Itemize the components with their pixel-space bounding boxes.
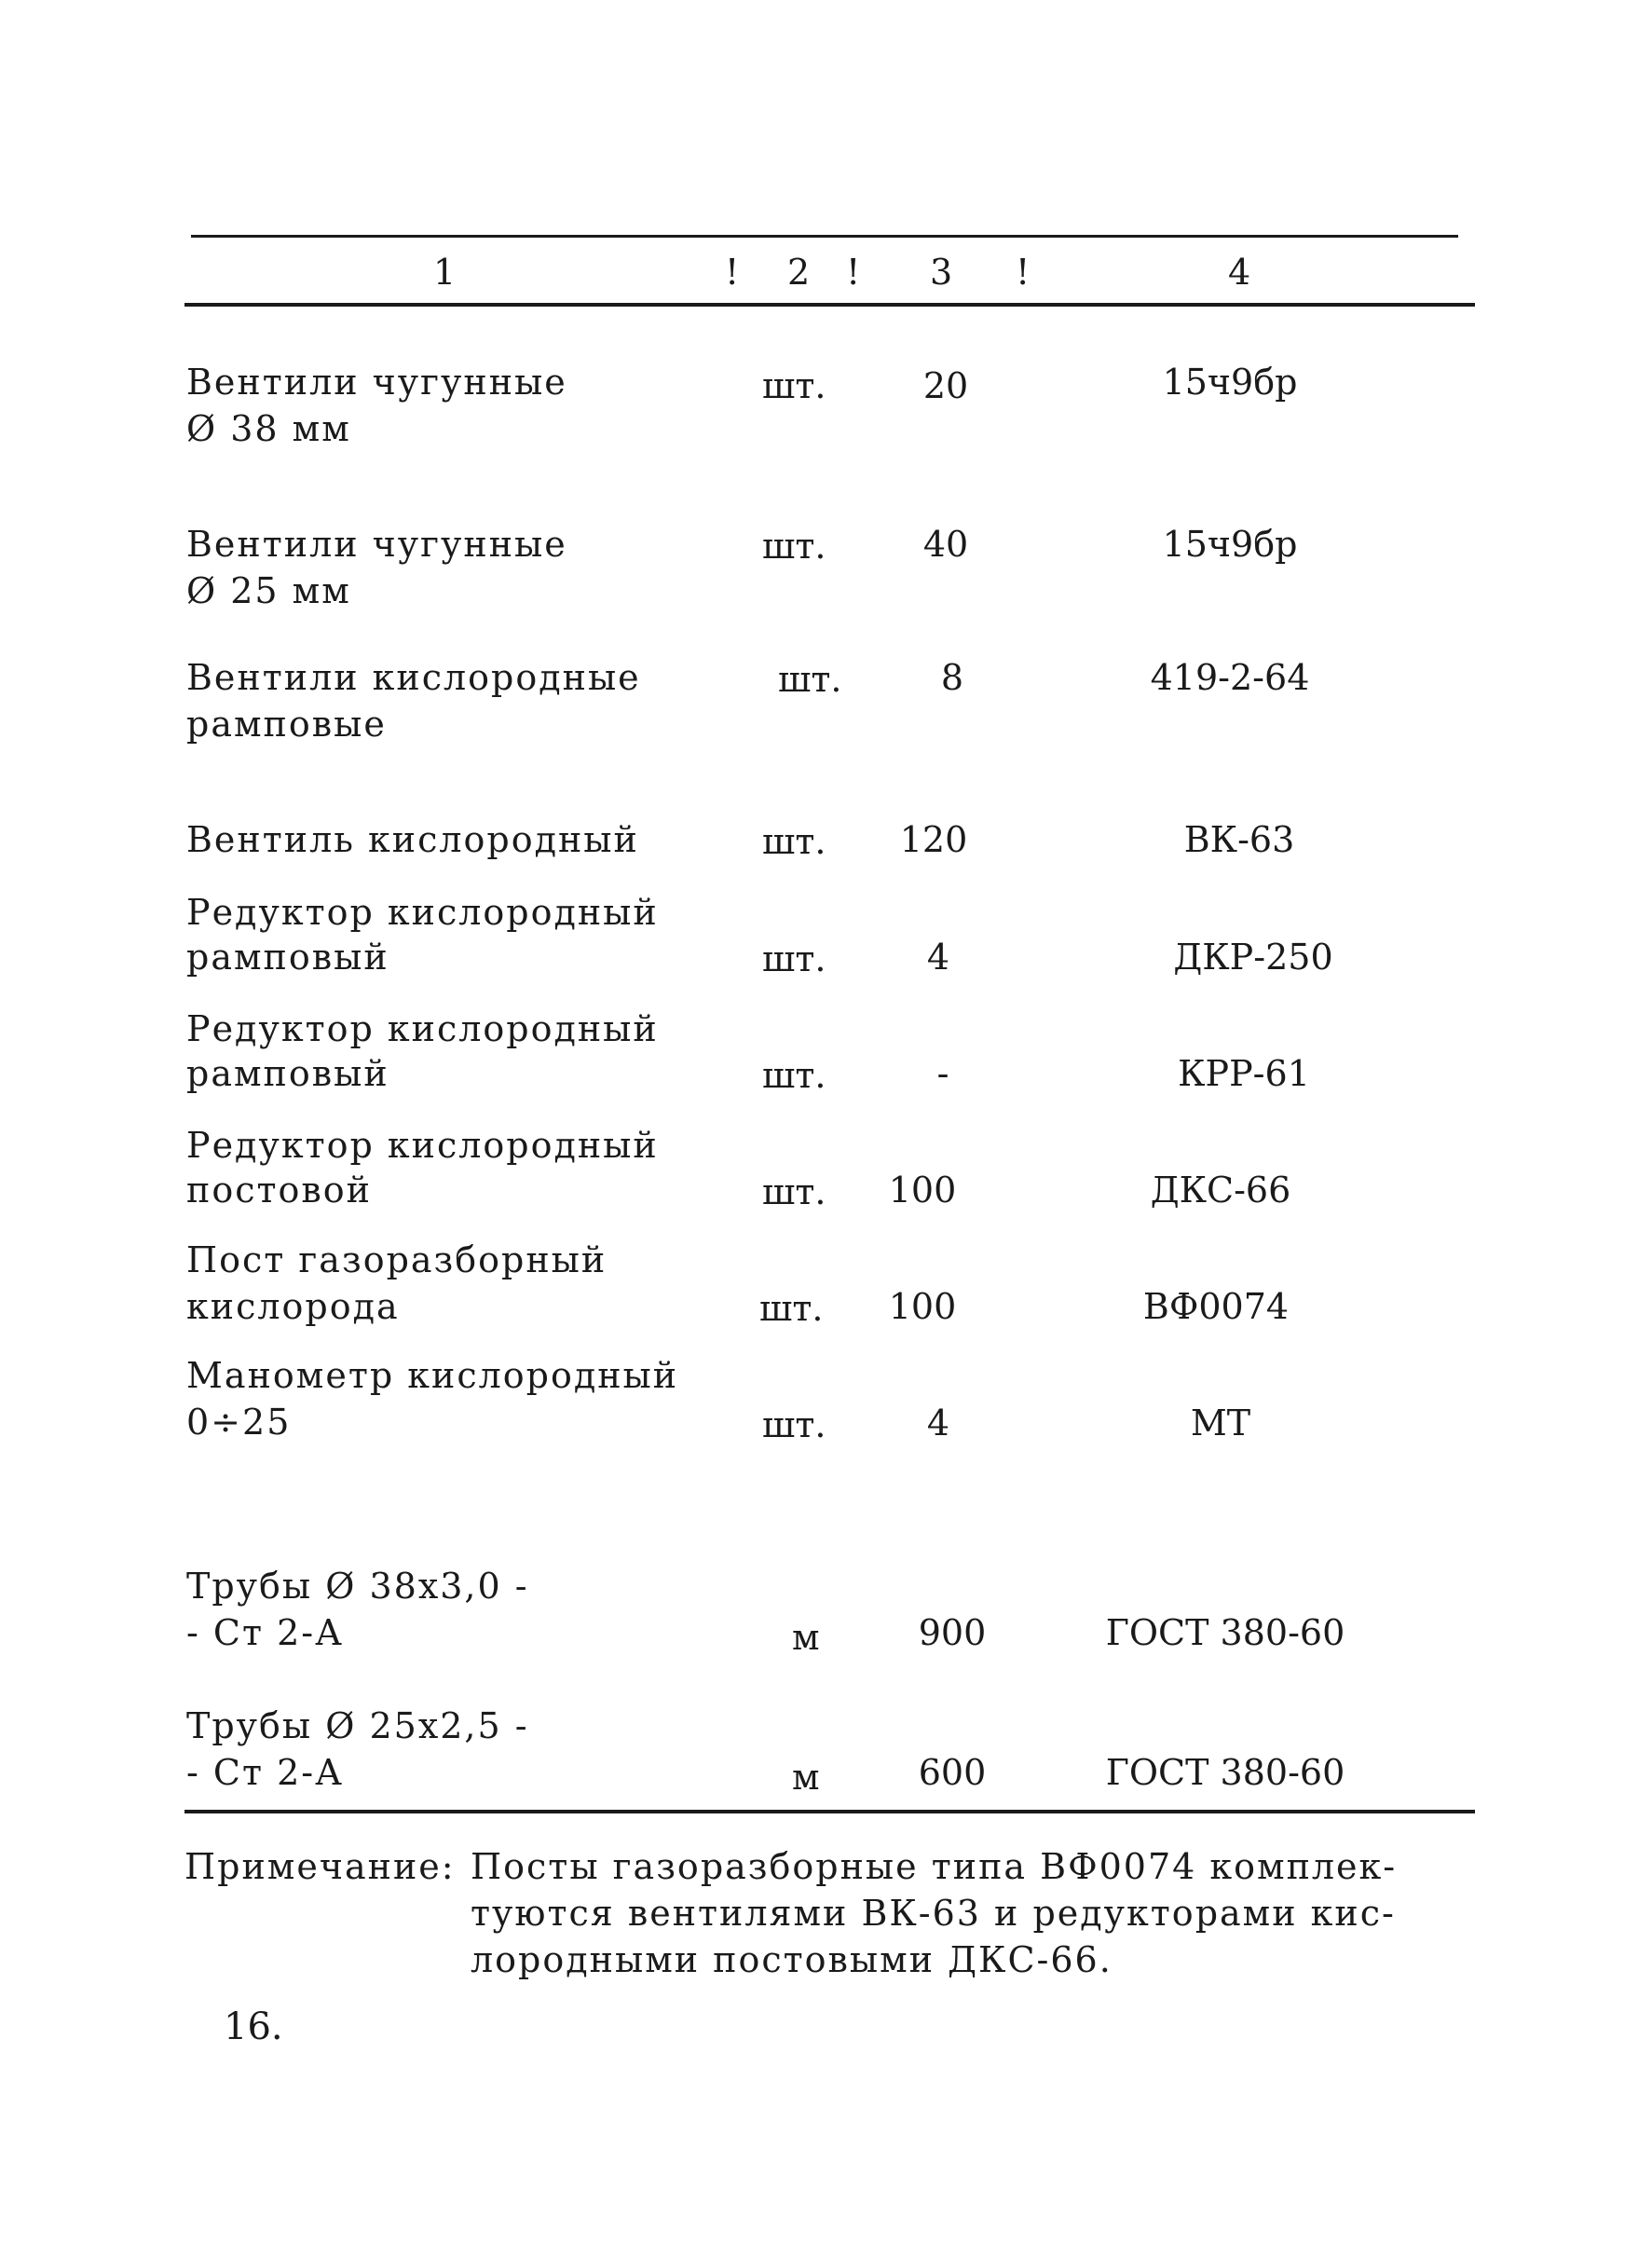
row-10-name-line1: Трубы Ø 25x2,5 -: [186, 1705, 529, 1746]
note-line-3: лородными постовыми ДКС-66.: [471, 1939, 1113, 1980]
row-7-name-line1: Пост газоразборный: [186, 1239, 608, 1280]
row-4-unit: шт.: [762, 938, 826, 979]
row-5-unit: шт.: [762, 1055, 826, 1096]
row-7-mark: ВФ0074: [1142, 1286, 1290, 1327]
row-8-unit: шт.: [762, 1404, 826, 1445]
header-separator-3: !: [1016, 252, 1031, 293]
row-9-name-line2: - Ст 2-А: [186, 1612, 344, 1653]
row-10-name-line2: - Ст 2-А: [186, 1752, 344, 1793]
row-6-unit: шт.: [762, 1171, 826, 1212]
row-9-unit: м: [792, 1617, 820, 1658]
header-separator-1: !: [725, 252, 740, 293]
row-8-qty: 4: [926, 1402, 950, 1444]
row-3-mark: ВК-63: [1183, 819, 1295, 860]
note-label: Примечание:: [184, 1846, 456, 1887]
row-3-name-line1: Вентиль кислородный: [186, 819, 639, 860]
row-0-qty: 20: [922, 365, 969, 406]
row-0-name-line1: Вентили чугунные: [186, 362, 567, 403]
row-1-mark: 15ч9бр: [1162, 524, 1298, 565]
row-1-qty: 40: [922, 524, 969, 565]
note-line-1: Посты газоразборные типа ВФ0074 комплек-: [471, 1846, 1398, 1887]
row-9-qty: 900: [918, 1612, 987, 1653]
page-number: 16.: [224, 2005, 283, 2048]
row-6-name-line2: постовой: [186, 1170, 372, 1211]
header-col-4: 4: [1228, 252, 1251, 293]
row-8-mark: МТ: [1190, 1402, 1251, 1444]
row-9-mark: ГОСТ 380-60: [1105, 1612, 1345, 1653]
row-5-name-line2: рамповый: [186, 1053, 389, 1094]
note-line-2: туются вентилями ВК-63 и редукторами кис-: [471, 1893, 1396, 1934]
row-9-name-line1: Трубы Ø 38x3,0 -: [186, 1566, 529, 1607]
row-1-unit: шт.: [762, 526, 826, 567]
row-5-qty: -: [936, 1053, 949, 1094]
table-top-rule: [191, 235, 1458, 238]
row-1-name-line2: Ø 25 мм: [186, 570, 351, 611]
row-4-name-line1: Редуктор кислородный: [186, 892, 659, 933]
row-10-mark: ГОСТ 380-60: [1105, 1752, 1345, 1793]
row-4-name-line2: рамповый: [186, 937, 389, 978]
header-bottom-rule: [184, 303, 1475, 307]
row-5-name-line1: Редуктор кислородный: [186, 1008, 659, 1049]
row-0-mark: 15ч9бр: [1162, 362, 1298, 403]
row-6-mark: ДКС-66: [1150, 1170, 1291, 1211]
header-col-2: 2: [787, 252, 811, 293]
row-2-mark: 419-2-64: [1150, 657, 1310, 698]
header-col-1: 1: [433, 252, 457, 293]
header-separator-2: !: [846, 252, 861, 293]
row-0-name-line2: Ø 38 мм: [186, 408, 351, 449]
row-7-qty: 100: [888, 1286, 957, 1327]
row-3-unit: шт.: [762, 821, 826, 862]
row-2-name-line1: Вентили кислородные: [186, 657, 641, 698]
row-2-qty: 8: [940, 657, 964, 698]
row-6-qty: 100: [888, 1170, 957, 1211]
row-10-unit: м: [792, 1757, 820, 1798]
row-0-unit: шт.: [762, 365, 826, 406]
row-3-qty: 120: [899, 819, 968, 860]
row-10-qty: 600: [918, 1752, 987, 1793]
row-2-name-line2: рамповые: [186, 704, 387, 745]
row-7-name-line2: кислорода: [186, 1286, 400, 1327]
row-4-mark: ДКР-250: [1173, 937, 1333, 978]
row-4-qty: 4: [926, 937, 950, 978]
row-6-name-line1: Редуктор кислородный: [186, 1125, 659, 1166]
row-5-mark: КРР-61: [1178, 1053, 1310, 1094]
row-7-unit: шт.: [759, 1288, 824, 1329]
row-2-unit: шт.: [778, 659, 842, 700]
table-bottom-rule: [184, 1810, 1475, 1813]
row-1-name-line1: Вентили чугунные: [186, 524, 567, 565]
row-8-name-line2: 0÷25: [186, 1402, 292, 1443]
header-col-3: 3: [930, 252, 953, 293]
row-8-name-line1: Манометр кислородный: [186, 1355, 679, 1396]
